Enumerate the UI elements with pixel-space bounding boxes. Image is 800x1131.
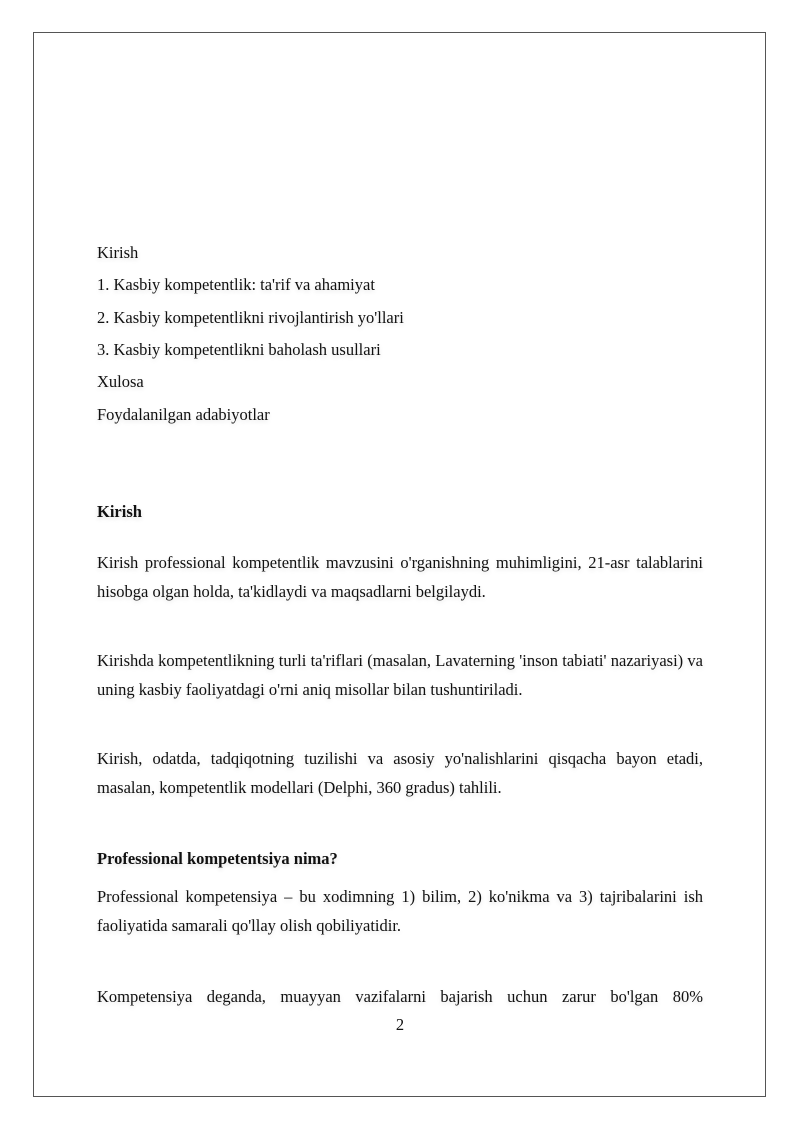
section-heading-professional-competence: Professional kompetentsiya nima? xyxy=(97,849,338,868)
toc-item-conclusion: Xulosa xyxy=(97,372,144,391)
paragraph: Kirish, odatda, tadqiqotning tuzilishi va asosiy yo'nalishlarini qisqacha bayon etadi, masalan, kompetentlik modellari (Delphi, 360 gradus) tahlili. xyxy=(97,749,703,797)
paragraph: Professional kompetensiya – bu xodimning 1) bilim, 2) ko'nikma va 3) tajribalarini ish faoliyatida samarali qo'llay olish qobiliyatidir. xyxy=(97,887,703,935)
toc-item-1: 1. Kasbiy kompetentlik: ta'rif va ahamiyat xyxy=(97,275,375,294)
toc-item-references: Foydalanilgan adabiyotlar xyxy=(97,405,270,424)
section-heading-kirish: Kirish xyxy=(97,502,142,521)
page-number: 2 xyxy=(395,1015,405,1034)
paragraph: Kompetensiya deganda, muayyan vazifalarni bajarish uchun zarur bo'lgan 80% xyxy=(97,987,703,1006)
toc-item-3: 3. Kasbiy kompetentlikni baholash usullari xyxy=(97,340,381,359)
toc-item-intro: Kirish xyxy=(97,243,139,262)
paragraph: Kirishda kompetentlikning turli ta'riflari (masalan, Lavaterning 'inson tabiati' nazariyasi) va uning kasbiy faoliyatdagi o'rni aniq misollar bilan tushuntiriladi. xyxy=(97,651,703,699)
paragraph: Kirish professional kompetentlik mavzusini o'rganishning muhimligini, 21-asr talablarini hisobga olgan holda, ta'kidlaydi va maqsadlarni belgilaydi. xyxy=(97,553,703,601)
toc-item-2: 2. Kasbiy kompetentlikni rivojlantirish yo'llari xyxy=(97,308,404,327)
